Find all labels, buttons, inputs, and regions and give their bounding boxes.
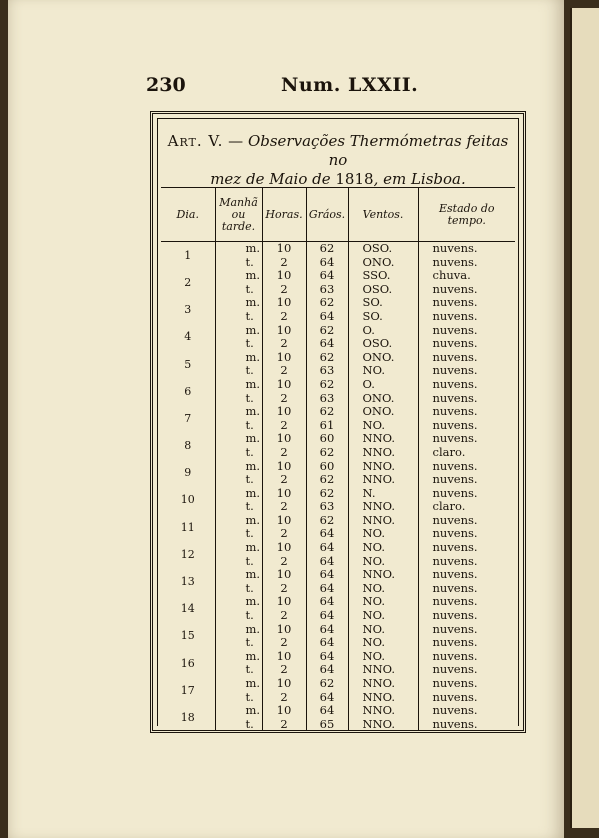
wind-cell: NNO. <box>348 432 418 446</box>
wind-cell: NO. <box>348 364 418 378</box>
article-title-line1: Observações Thermómetras feitas no <box>247 132 509 169</box>
degrees-cell: 64 <box>306 636 348 650</box>
weather-cell: nuvens. <box>432 473 478 487</box>
table-row <box>161 609 515 623</box>
period-cell: t. <box>215 718 262 732</box>
wind-cell: SO. <box>348 310 418 324</box>
page-number: 230 <box>146 74 186 96</box>
degrees-cell: 64 <box>306 555 348 569</box>
table-row <box>161 378 515 392</box>
period-cell: t. <box>215 663 262 677</box>
hour-cell: 2 <box>262 555 306 569</box>
weather-cell: claro. <box>432 445 466 459</box>
table-row <box>161 460 515 474</box>
table-row <box>161 392 515 406</box>
wind-cell: NNO. <box>348 514 418 528</box>
day-cell: 7 <box>161 405 215 432</box>
wind-cell: ONO. <box>348 392 418 406</box>
period-cell: t. <box>215 446 262 460</box>
wind-cell: ONO. <box>348 256 418 270</box>
period-cell: m. <box>215 487 262 501</box>
weather-cell: nuvens. <box>432 255 478 269</box>
hour-cell: 2 <box>262 364 306 378</box>
hour-cell: 2 <box>262 500 306 514</box>
period-cell: t. <box>215 473 262 487</box>
degrees-cell: 64 <box>306 650 348 664</box>
header-manha-line2: ou <box>231 207 246 221</box>
degrees-cell: 62 <box>306 446 348 460</box>
period-cell: m. <box>215 324 262 338</box>
table-row <box>161 555 515 569</box>
hour-cell: 10 <box>262 324 306 338</box>
hour-cell: 2 <box>262 636 306 650</box>
weather-cell: nuvens. <box>432 296 478 310</box>
table-header-row <box>161 188 515 242</box>
table-row <box>161 636 515 650</box>
degrees-cell: 63 <box>306 283 348 297</box>
period-cell: m. <box>215 269 262 283</box>
table-body <box>161 242 515 732</box>
hour-cell: 2 <box>262 473 306 487</box>
wind-cell: SO. <box>348 296 418 310</box>
header-manha-ou-tarde <box>215 188 262 242</box>
period-cell: t. <box>215 500 262 514</box>
period-cell: t. <box>215 364 262 378</box>
degrees-cell: 64 <box>306 541 348 555</box>
weather-cell: nuvens. <box>432 649 478 663</box>
article-title-line2a: mez de Maio de <box>210 170 336 188</box>
degrees-cell: 64 <box>306 269 348 283</box>
day-cell: 1 <box>161 242 215 270</box>
weather-cell: nuvens. <box>432 418 478 432</box>
wind-cell: NNO. <box>348 704 418 718</box>
degrees-cell: 64 <box>306 623 348 637</box>
wind-cell: NO. <box>348 555 418 569</box>
table-row <box>161 650 515 664</box>
weather-cell: claro. <box>432 500 466 514</box>
degrees-cell: 62 <box>306 487 348 501</box>
period-cell: m. <box>215 351 262 365</box>
table-row <box>161 704 515 718</box>
weather-cell: nuvens. <box>432 595 478 609</box>
period-cell: m. <box>215 704 262 718</box>
hour-cell: 2 <box>262 283 306 297</box>
hour-cell: 10 <box>262 541 306 555</box>
weather-cell: nuvens. <box>432 690 478 704</box>
weather-cell: nuvens. <box>432 527 478 541</box>
period-cell: t. <box>215 527 262 541</box>
hour-cell: 2 <box>262 609 306 623</box>
weather-cell: nuvens. <box>432 241 478 255</box>
period-cell: t. <box>215 582 262 596</box>
header-manha-line1: Manhã <box>219 195 258 209</box>
weather-cell: nuvens. <box>432 350 478 364</box>
period-cell: m. <box>215 296 262 310</box>
wind-cell: NNO. <box>348 446 418 460</box>
book-page <box>8 0 564 838</box>
period-cell: t. <box>215 392 262 406</box>
weather-cell: nuvens. <box>432 309 478 323</box>
wind-cell: O. <box>348 324 418 338</box>
hour-cell: 10 <box>262 351 306 365</box>
table-frame <box>150 111 526 733</box>
issue-number: Num. LXXII. <box>281 74 419 96</box>
day-cell: 10 <box>161 487 215 514</box>
wind-cell: NO. <box>348 609 418 623</box>
wind-cell: N. <box>348 487 418 501</box>
degrees-cell: 64 <box>306 691 348 705</box>
day-cell: 16 <box>161 650 215 677</box>
wind-cell: NNO. <box>348 460 418 474</box>
wind-cell: NNO. <box>348 500 418 514</box>
period-cell: m. <box>215 623 262 637</box>
day-cell: 8 <box>161 432 215 459</box>
table-row <box>161 269 515 283</box>
table-row <box>161 446 515 460</box>
table-row <box>161 296 515 310</box>
hour-cell: 2 <box>262 337 306 351</box>
day-cell: 9 <box>161 460 215 487</box>
article-label: Art. V. <box>167 132 224 150</box>
running-head <box>146 74 536 98</box>
weather-cell: nuvens. <box>432 568 478 582</box>
wind-cell: NO. <box>348 527 418 541</box>
hour-cell: 2 <box>262 691 306 705</box>
table-row <box>161 324 515 338</box>
degrees-cell: 62 <box>306 405 348 419</box>
degrees-cell: 62 <box>306 351 348 365</box>
hour-cell: 10 <box>262 595 306 609</box>
weather-cell: nuvens. <box>432 513 478 527</box>
wind-cell: NNO. <box>348 663 418 677</box>
weather-cell: nuvens. <box>432 364 478 378</box>
day-cell: 13 <box>161 568 215 595</box>
period-cell: t. <box>215 419 262 433</box>
period-cell: m. <box>215 677 262 691</box>
weather-cell: nuvens. <box>432 677 478 690</box>
wind-cell: NO. <box>348 636 418 650</box>
degrees-cell: 62 <box>306 473 348 487</box>
wind-cell: ONO. <box>348 351 418 365</box>
degrees-cell: 64 <box>306 582 348 596</box>
table-row <box>161 514 515 528</box>
table-row <box>161 691 515 705</box>
hour-cell: 10 <box>262 677 306 691</box>
weather-cell: nuvens. <box>432 377 478 391</box>
day-cell: 2 <box>161 269 215 296</box>
hour-cell: 2 <box>262 527 306 541</box>
wind-cell: OSO. <box>348 337 418 351</box>
table-row <box>161 663 515 677</box>
degrees-cell: 64 <box>306 337 348 351</box>
wind-cell: OSO. <box>348 242 418 256</box>
hour-cell: 10 <box>262 514 306 528</box>
degrees-cell: 64 <box>306 568 348 582</box>
table-row <box>161 256 515 270</box>
wind-cell: NNO. <box>348 568 418 582</box>
period-cell: m. <box>215 460 262 474</box>
period-cell: m. <box>215 650 262 664</box>
hour-cell: 10 <box>262 650 306 664</box>
hour-cell: 10 <box>262 460 306 474</box>
hour-cell: 10 <box>262 568 306 582</box>
hour-cell: 10 <box>262 296 306 310</box>
degrees-cell: 62 <box>306 378 348 392</box>
degrees-cell: 61 <box>306 419 348 433</box>
hour-cell: 2 <box>262 663 306 677</box>
table-row <box>161 310 515 324</box>
period-cell: m. <box>215 432 262 446</box>
day-cell: 17 <box>161 677 215 704</box>
weather-cell: nuvens. <box>432 717 478 731</box>
article-heading <box>159 132 517 189</box>
weather-cell: nuvens. <box>432 554 478 568</box>
wind-cell: NNO. <box>348 677 418 691</box>
degrees-cell: 62 <box>306 242 348 256</box>
degrees-cell: 63 <box>306 364 348 378</box>
hour-cell: 2 <box>262 446 306 460</box>
day-cell: 4 <box>161 324 215 351</box>
table-row <box>161 351 515 365</box>
weather-cell: nuvens. <box>432 432 478 446</box>
hour-cell: 2 <box>262 256 306 270</box>
degrees-cell: 64 <box>306 310 348 324</box>
weather-cell: nuvens. <box>432 609 478 623</box>
wind-cell: NO. <box>348 419 418 433</box>
hour-cell: 10 <box>262 704 306 718</box>
wind-cell: NNO. <box>348 718 418 732</box>
wind-cell: SSO. <box>348 269 418 283</box>
period-cell: t. <box>215 691 262 705</box>
period-cell: m. <box>215 568 262 582</box>
table-row <box>161 527 515 541</box>
hour-cell: 10 <box>262 432 306 446</box>
table-row <box>161 473 515 487</box>
article-dash: — <box>223 132 248 150</box>
table-row <box>161 487 515 501</box>
period-cell: m. <box>215 541 262 555</box>
degrees-cell: 63 <box>306 392 348 406</box>
hour-cell: 2 <box>262 582 306 596</box>
period-cell: m. <box>215 514 262 528</box>
degrees-cell: 65 <box>306 718 348 732</box>
day-cell: 12 <box>161 541 215 568</box>
day-cell: 14 <box>161 595 215 622</box>
wind-cell: NO. <box>348 623 418 637</box>
header-horas: Horas. <box>262 188 306 242</box>
weather-cell: nuvens. <box>432 581 478 595</box>
degrees-cell: 64 <box>306 704 348 718</box>
article-year: 1818 <box>335 170 374 188</box>
period-cell: m. <box>215 405 262 419</box>
period-cell: t. <box>215 609 262 623</box>
day-cell: 3 <box>161 296 215 323</box>
degrees-cell: 64 <box>306 527 348 541</box>
period-cell: m. <box>215 595 262 609</box>
day-cell: 18 <box>161 704 215 731</box>
table-row <box>161 541 515 555</box>
wind-cell: NO. <box>348 582 418 596</box>
table-row <box>161 337 515 351</box>
hour-cell: 10 <box>262 623 306 637</box>
header-graos: Gráos. <box>306 188 348 242</box>
hour-cell: 10 <box>262 405 306 419</box>
period-cell: m. <box>215 378 262 392</box>
table-row <box>161 432 515 446</box>
hour-cell: 2 <box>262 310 306 324</box>
weather-cell: nuvens. <box>432 405 478 419</box>
weather-cell: nuvens. <box>432 663 478 677</box>
article-title-line2b: , em Lisboa. <box>373 170 466 188</box>
period-cell: t. <box>215 636 262 650</box>
wind-cell: NNO. <box>348 691 418 705</box>
hour-cell: 10 <box>262 242 306 256</box>
period-cell: t. <box>215 310 262 324</box>
hour-cell: 10 <box>262 378 306 392</box>
table-row <box>161 677 515 691</box>
degrees-cell: 62 <box>306 296 348 310</box>
header-dia: Dia. <box>161 188 215 242</box>
header-estado: Estado do tempo. <box>418 188 515 242</box>
degrees-cell: 64 <box>306 595 348 609</box>
day-cell: 11 <box>161 514 215 541</box>
weather-cell: nuvens. <box>432 282 478 296</box>
table-row <box>161 419 515 433</box>
table-row <box>161 364 515 378</box>
table-row <box>161 595 515 609</box>
degrees-cell: 63 <box>306 500 348 514</box>
period-cell: t. <box>215 337 262 351</box>
hour-cell: 2 <box>262 419 306 433</box>
hour-cell: 10 <box>262 487 306 501</box>
weather-cell: nuvens. <box>432 459 478 473</box>
degrees-cell: 60 <box>306 460 348 474</box>
day-cell: 6 <box>161 378 215 405</box>
degrees-cell: 64 <box>306 256 348 270</box>
degrees-cell: 62 <box>306 324 348 338</box>
wind-cell: ONO. <box>348 405 418 419</box>
table-row <box>161 718 515 732</box>
weather-cell: nuvens. <box>432 486 478 500</box>
table-row <box>161 623 515 637</box>
weather-cell: nuvens. <box>432 636 478 650</box>
header-ventos: Ventos. <box>348 188 418 242</box>
degrees-cell: 60 <box>306 432 348 446</box>
weather-cell: nuvens. <box>432 541 478 555</box>
period-cell: t. <box>215 283 262 297</box>
table-row <box>161 283 515 297</box>
weather-cell: nuvens. <box>432 704 478 718</box>
day-cell: 15 <box>161 623 215 650</box>
table-row <box>161 582 515 596</box>
wind-cell: OSO. <box>348 283 418 297</box>
table-row <box>161 242 515 256</box>
weather-cell: nuvens. <box>432 391 478 405</box>
wind-cell: O. <box>348 378 418 392</box>
table-row <box>161 500 515 514</box>
degrees-cell: 62 <box>306 677 348 691</box>
degrees-cell: 64 <box>306 663 348 677</box>
wind-cell: NNO. <box>348 473 418 487</box>
weather-cell: chuva. <box>432 269 471 283</box>
degrees-cell: 64 <box>306 609 348 623</box>
wind-cell: NO. <box>348 650 418 664</box>
period-cell: m. <box>215 242 262 256</box>
wind-cell: NO. <box>348 541 418 555</box>
weather-cell: nuvens. <box>432 323 478 337</box>
observations-table <box>161 187 515 731</box>
degrees-cell: 62 <box>306 514 348 528</box>
facing-page-edge <box>570 8 599 828</box>
weather-cell: nuvens. <box>432 622 478 636</box>
hour-cell: 2 <box>262 718 306 732</box>
hour-cell: 10 <box>262 269 306 283</box>
wind-cell: NO. <box>348 595 418 609</box>
period-cell: t. <box>215 555 262 569</box>
day-cell: 5 <box>161 351 215 378</box>
header-manha-line3: tarde. <box>221 219 256 233</box>
weather-cell: nuvens. <box>432 337 478 351</box>
period-cell: t. <box>215 256 262 270</box>
table-row <box>161 568 515 582</box>
table-row <box>161 405 515 419</box>
hour-cell: 2 <box>262 392 306 406</box>
